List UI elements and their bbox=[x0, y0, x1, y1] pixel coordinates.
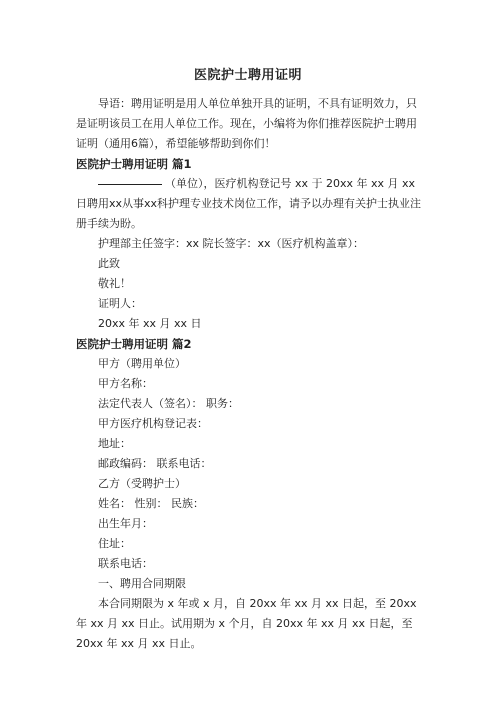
section2-line: 甲方名称： bbox=[98, 377, 153, 390]
section2-line: 甲方（聘用单位） bbox=[98, 357, 186, 370]
section2-line: 住址： bbox=[98, 537, 131, 550]
section2-line: 乙方（受聘护士） bbox=[98, 477, 186, 490]
section2-heading: 医院护士聘用证明 篇2 bbox=[76, 337, 192, 351]
document-body bbox=[76, 94, 422, 654]
section1-closing1: 此致 bbox=[98, 257, 120, 270]
intro-paragraph: 导语：聘用证明是用人单位单独开具的证明，不具有证明效力，只是证明该员工在用人单位工作。现在，小编将为你们推荐医院护士聘用证明（通用6篇），希望能够帮助到你们！ bbox=[76, 97, 417, 150]
section1-closing2: 敬礼！ bbox=[98, 277, 131, 290]
section1-certifier: 证明人： bbox=[98, 297, 142, 310]
section1-date: 20xx 年 xx 月 xx 日 bbox=[98, 317, 202, 330]
section2-term-paragraph: 本合同期限为 x 年或 x 月，自 20xx 年 xx 月 xx 日起，至 20xx 年 xx 月 xx 日止。试用期为 x 个月，自 20xx 年 xx 月 xx 日起，至 20xx 年 xx 月 xx 日止。 bbox=[76, 597, 417, 650]
section2-line: 出生年月： bbox=[98, 517, 153, 530]
section2-line: 地址： bbox=[98, 437, 131, 450]
document-title: 医院护士聘用证明 bbox=[193, 68, 302, 83]
section2-line: 一、聘用合同期限 bbox=[98, 577, 186, 590]
section1-signatures: 护理部主任签字：xx 院长签字：xx（医疗机构盖章）： bbox=[98, 237, 365, 250]
section1-paragraph bbox=[76, 174, 422, 234]
section1-paragraph-text: （单位），医疗机构登记号 xx 于 20xx 年 xx 月 xx 日聘用xx从事xx科护理专业技术岗位工作，请予以办理有关护士执业注册手续为盼。 bbox=[76, 177, 422, 230]
section2-line: 甲方医疗机构登记表： bbox=[98, 417, 208, 430]
section2-line: 联系电话： bbox=[98, 557, 153, 570]
blank-underline bbox=[98, 176, 162, 185]
section2-line: 姓名： 性别： 民族： bbox=[98, 497, 204, 510]
section2-line: 法定代表人（签名）： 职务： bbox=[98, 397, 239, 410]
section1-heading: 医院护士聘用证明 篇1 bbox=[76, 157, 192, 171]
section2-line: 邮政编码： 联系电话： bbox=[98, 457, 212, 470]
